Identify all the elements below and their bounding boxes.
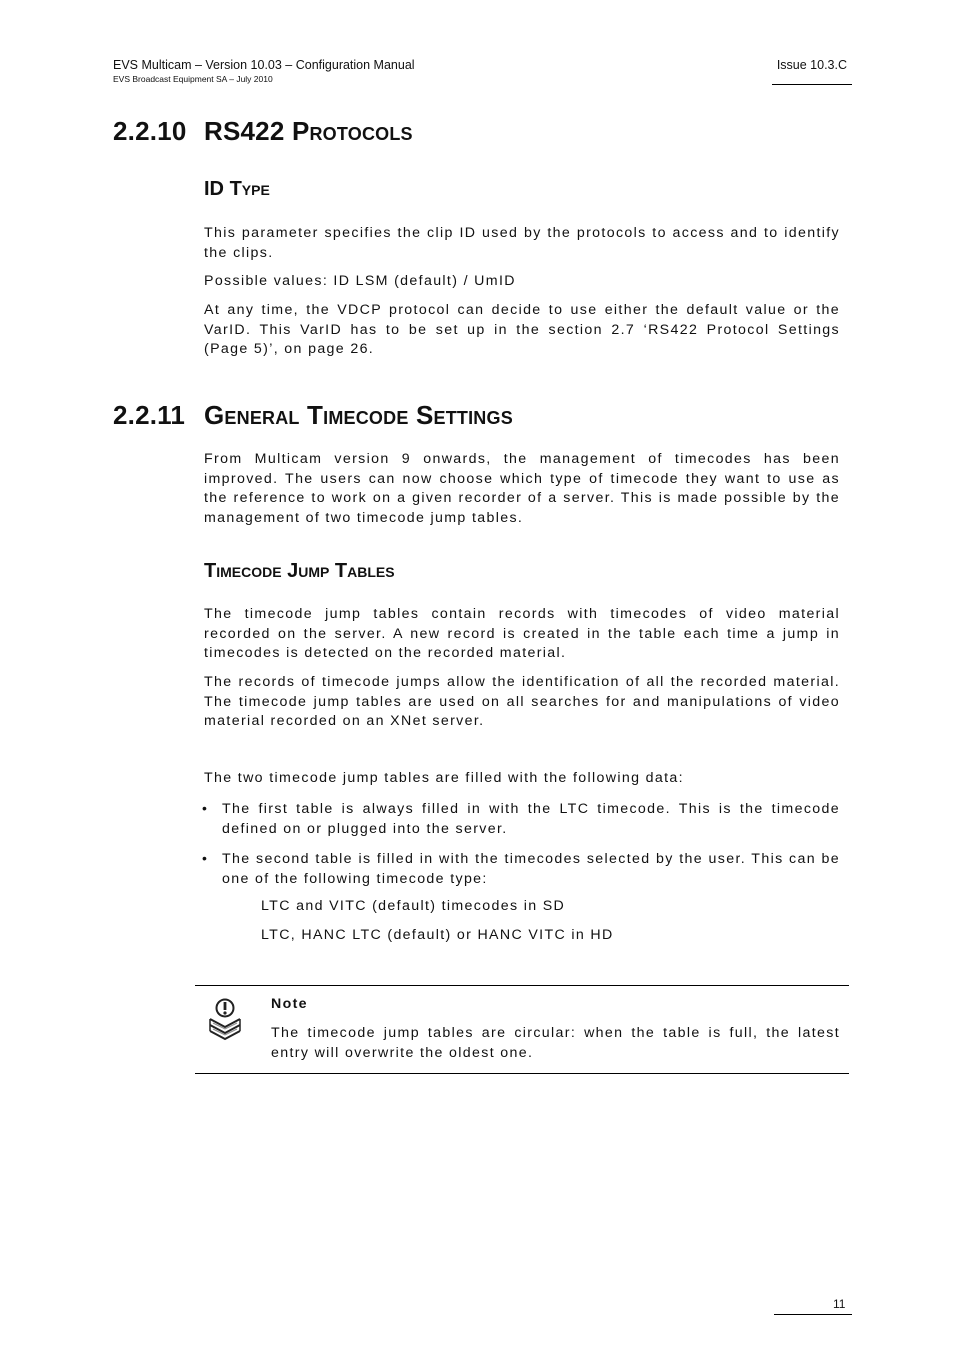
section-heading-2-2-10 <box>113 116 413 147</box>
paragraph: This parameter specifies the clip ID used by the protocols to access and to identify the clips. <box>204 225 840 261</box>
subheading-id-type <box>204 178 270 201</box>
section-number: 2.2.10 <box>113 116 187 146</box>
bullet-icon: • <box>202 800 207 816</box>
note-title: Note <box>271 996 308 1012</box>
note-text: The timecode jump tables are circular: when the table is full, the latest entry will overwrite the oldest one. <box>271 1025 840 1061</box>
paragraph: The records of timecode jumps allow the identification of all the recorded material. The timecode jump tables are used on all searches for and manipulations of video material recorded on an XNet server. <box>204 674 840 729</box>
issue-label: Issue 10.3.C <box>776 58 847 72</box>
note-bottom-rule <box>195 1073 849 1074</box>
section-title-lead: RS422 <box>204 116 285 146</box>
footer-rule <box>774 1314 852 1315</box>
sub-list-item: LTC, HANC LTC (default) or HANC VITC in HD <box>261 927 614 943</box>
paragraph: The two timecode jump tables are filled with the following data: <box>204 770 684 786</box>
subheading-title: Timecode Jump Tables <box>204 560 395 582</box>
bullet-item: The second table is filled in with the timecodes selected by the user. This can be one of the following timecode type: <box>222 851 840 887</box>
section-title-rest: Protocols <box>291 116 413 146</box>
paragraph: Possible values: ID LSM (default) / UmID <box>204 273 516 289</box>
paragraph: At any time, the VDCP protocol can decide to use either the default value or the VarID. This VarID has to be set up in the section 2.7 ‘RS422 Protocol Settings (Page 5)’, on page 26. <box>204 302 840 357</box>
document-subtitle: EVS Broadcast Equipment SA – July 2010 <box>113 74 273 84</box>
bullet-item: The first table is always filled in with the LTC timecode. This is the timecode defined on or plugged into the server. <box>222 801 840 837</box>
subheading-timecode-jump-tables <box>204 560 395 583</box>
paragraph: The timecode jump tables contain records with timecodes of video material recorded on the server. A new record is created in the table each time a jump in timecodes is detected on the recorded material. <box>204 606 840 661</box>
header-rule <box>772 84 852 85</box>
bullet-icon: • <box>202 850 207 866</box>
section-title: General Timecode Settings <box>204 400 513 430</box>
paragraph: From Multicam version 9 onwards, the management of timecodes has been improved. The users can now choose which type of timecode they want to use as the reference to work on a given recorder of a server. This is made possible by the management of two timecode jump tables. <box>204 451 840 526</box>
section-heading-2-2-11 <box>113 400 513 431</box>
note-warning-icon <box>205 997 245 1043</box>
document-title: EVS Multicam – Version 10.03 – Configuration Manual <box>113 58 415 72</box>
section-number: 2.2.11 <box>113 400 186 430</box>
subheading-rest: Type <box>229 178 270 200</box>
note-top-rule <box>195 985 849 986</box>
page-number: 11 <box>833 1297 846 1311</box>
sub-list-item: LTC and VITC (default) timecodes in SD <box>261 898 566 914</box>
subheading-lead: ID <box>204 178 224 200</box>
